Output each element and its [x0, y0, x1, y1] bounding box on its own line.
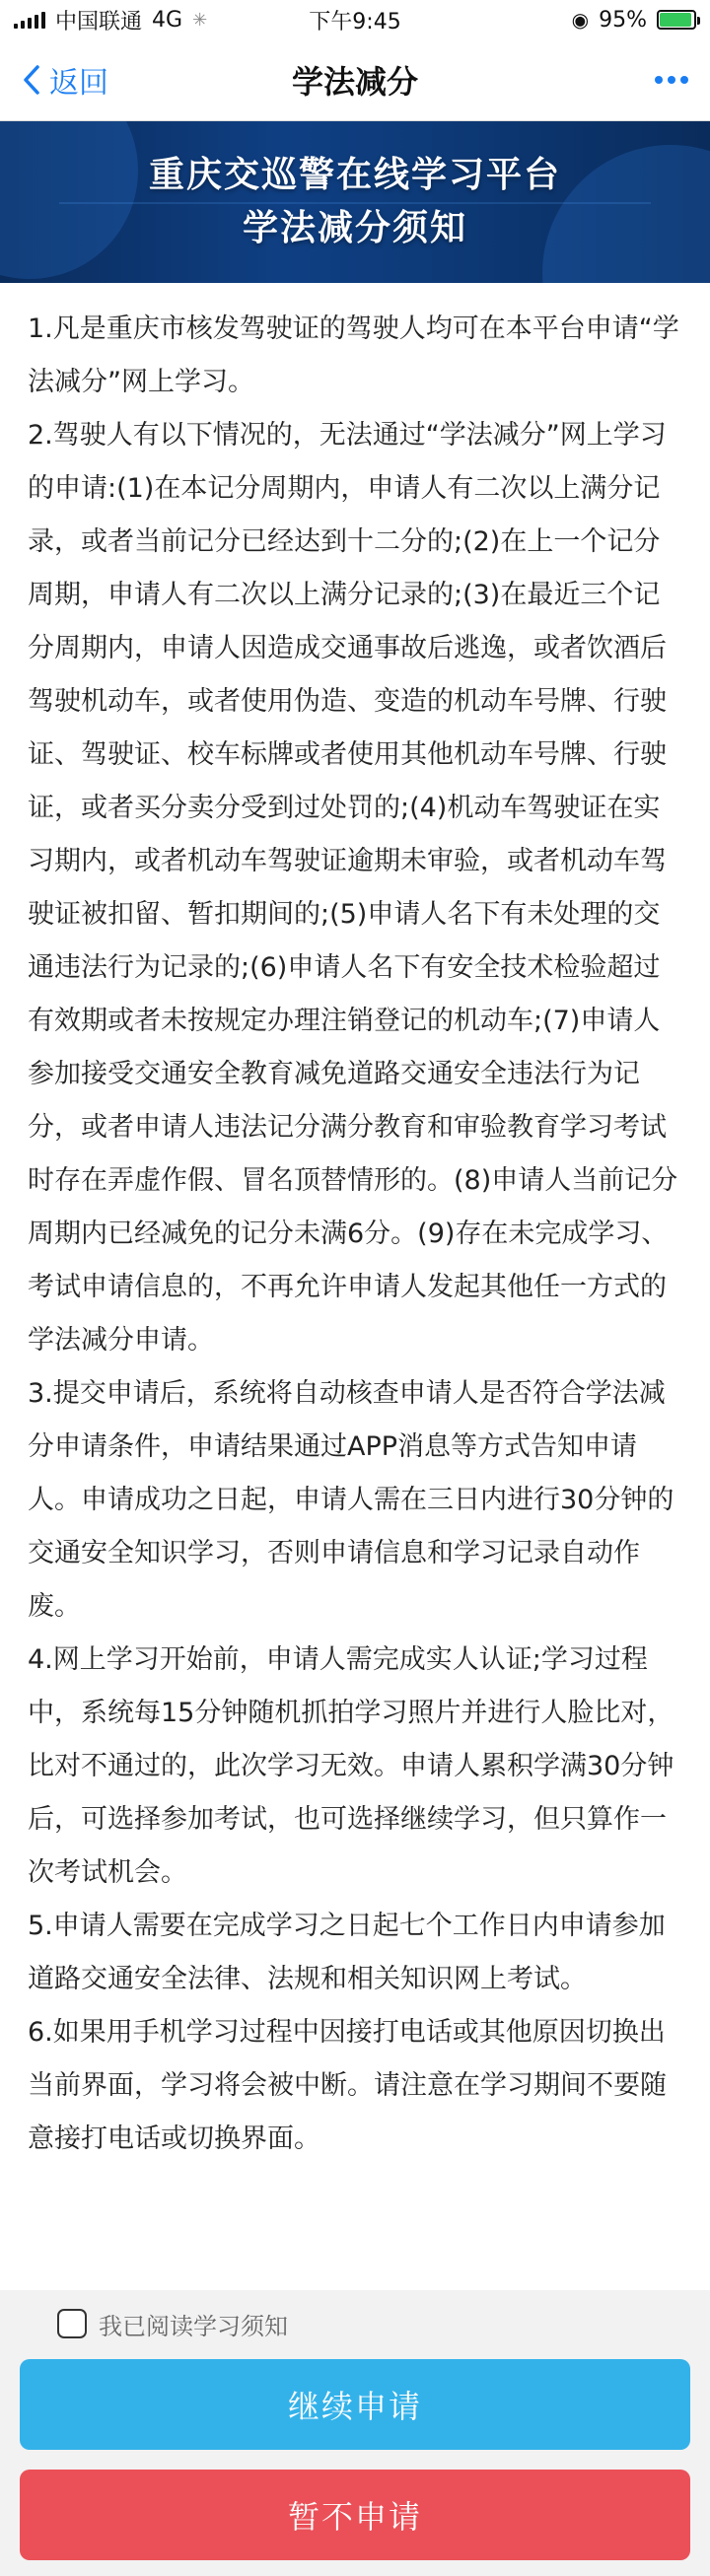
decline-apply-button[interactable]: 暂不申请: [20, 2470, 690, 2560]
network-type: 4G: [152, 7, 183, 33]
loading-icon: ✳: [192, 9, 208, 31]
status-bar: [0, 0, 710, 39]
nav-bar: [0, 39, 710, 121]
header-banner: [0, 121, 710, 283]
back-label: 返回: [49, 66, 108, 101]
signal-icon: [14, 11, 45, 29]
page-title: 学法减分: [291, 63, 418, 101]
notice-paragraph-4: 4.网上学习开始前，申请人需完成实人认证;学习过程中，系统每15分钟随机抓拍学习照片并进行人脸比对，比对不通过的，此次学习无效。申请人累积学满30分钟后，可选择参加考试，也可选择继续学习，但只算作一次考试机会。: [28, 1644, 674, 1888]
banner-subtitle: 学法减分须知: [242, 208, 467, 248]
banner-title: 重庆交巡警在线学习平台: [148, 155, 561, 195]
orientation-lock-icon: ◉: [571, 8, 590, 32]
status-right: [572, 8, 696, 33]
back-button[interactable]: [22, 58, 108, 102]
battery-icon: [657, 10, 696, 30]
carrier-name: 中国联通: [55, 9, 143, 35]
chevron-left-icon: [22, 64, 41, 96]
status-left: [14, 5, 207, 35]
notice-paragraph-3: 3.提交申请后，系统将自动核查申请人是否符合学法减分申请条件，申请结果通过APP消息等方式告知申请人。申请成功之日起，申请人需在三日内进行30分钟的交通安全知识学习，否则申请信息和学习记录自动作废。: [28, 1378, 674, 1622]
more-options-icon[interactable]: [655, 76, 688, 84]
continue-apply-button[interactable]: 继续申请: [20, 2359, 690, 2450]
notice-paragraph-2: 2.驾驶人有以下情况的，无法通过“学法减分”网上学习的申请:(1)在本记分周期内，申请人有二次以上满分记录，或者当前记分已经达到十二分的;(2)在上一个记分周期，申请人有二次以上满分记录的;(3)在最近三个记分周期内，申请人因造成交通事故后逃逸，或者饮酒后驾驶机动车，或者使用伪造、变造的机动车号牌、行驶证、驾驶证、校车标牌或者使用其他机动车号牌、行驶证，或者买分卖分受到过处罚的;(4)机动车驾驶证在实习期内，或者机动车驾驶证逾期未审验，或者机动车驾驶证被扣留、暂扣期间的;(5)申请人名下有未处理的交通违法行为记录的;(6)申请人名下有安全技术检验超过有效期或者未按规定办理注销登记的机动车;(7)申请人参加接受交通安全教育减免道路交通安全违法行为记分，或者申请人违法记分满分教育和审验教育学习考试时存在弄虚作假、冒名顶替情形的。(8)申请人当前记分周期内已经减免的记分未满6分。(9)存在未完成学习、考试申请信息的，不再允许申请人发起其他任一方式的学法减分申请。: [28, 420, 678, 1356]
notice-paragraph-1: 1.凡是重庆市核发驾驶证的驾驶人均可在本平台申请“学法减分”网上学习。: [28, 313, 679, 397]
notice-paragraph-6: 6.如果用手机学习过程中因接打电话或其他原因切换出当前界面，学习将会被中断。请注意在学习期间不要随意接打电话或切换界面。: [28, 2017, 667, 2154]
notice-paragraph-5: 5.申请人需要在完成学习之日起七个工作日内申请参加道路交通安全法律、法规和相关知识网上考试。: [28, 1911, 666, 1994]
battery-percent: 95%: [599, 7, 647, 33]
agreement-checkbox[interactable]: [57, 2309, 87, 2338]
notice-content: [0, 283, 710, 2290]
battery-fill: [660, 13, 691, 27]
agreement-label[interactable]: 我已阅读学习须知: [99, 2312, 288, 2340]
agreement-row[interactable]: [0, 2290, 710, 2357]
status-time: 下午9:45: [309, 9, 401, 35]
